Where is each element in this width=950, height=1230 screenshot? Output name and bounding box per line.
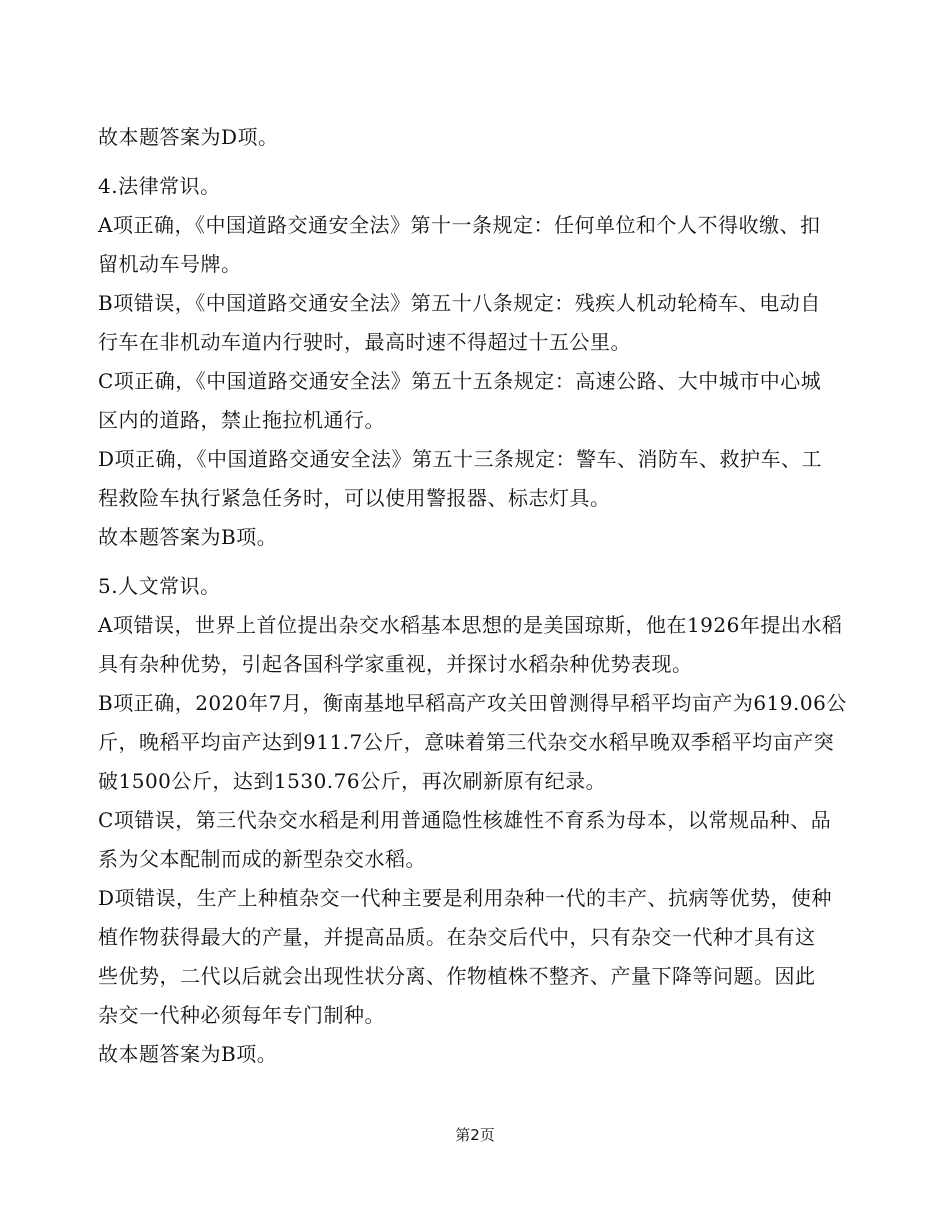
paragraph-line: 些优势，二代以后就会出现性状分离、作物植株不整齐、产量下降等问题。因此: [98, 964, 816, 988]
paragraph-line: 留机动车号牌。: [98, 252, 242, 276]
paragraph-line: D项正确，《中国道路交通安全法》第五十三条规定：警车、消防车、救护车、工: [98, 447, 823, 471]
spacer: [98, 157, 872, 167]
paragraph-line: B项错误，《中国道路交通安全法》第五十八条规定：残疾人机动轮椅车、电动自: [98, 291, 821, 315]
spacer: [98, 557, 872, 567]
paragraph-line: 系为父本配制而成的新型杂交水稻。: [98, 847, 426, 871]
paragraph-line: 植作物获得最大的产量，并提高品质。在杂交后代中，只有杂交一代种才具有这: [98, 925, 816, 949]
paragraph-line: A项错误，世界上首位提出杂交水稻基本思想的是美国琼斯，他在1926年提出水稻: [98, 613, 843, 637]
paragraph-line: 行车在非机动车道内行驶时，最高时速不得超过十五公里。: [98, 330, 631, 354]
paragraph-line: B项正确，2020年7月，衡南基地早稻高产攻关田曾测得早稻平均亩产为619.06公: [98, 691, 847, 715]
paragraph-line: 具有杂种优势，引起各国科学家重视，并探讨水稻杂种优势表现。: [98, 652, 693, 676]
paragraph-line: 杂交一代种必须每年专门制种。: [98, 1003, 385, 1027]
paragraph-line: C项错误，第三代杂交水稻是利用普通隐性核雄性不育系为母本，以常规品种、品: [98, 808, 832, 832]
paragraph-line: C项正确，《中国道路交通安全法》第五十五条规定：高速公路、大中城市中心城: [98, 369, 822, 393]
document-body: [98, 118, 872, 1074]
answer-q5: 故本题答案为B项。: [98, 1042, 278, 1066]
paragraph-line: D项错误，生产上种植杂交一代种主要是利用杂种一代的丰产、抗病等优势，使种: [98, 886, 833, 910]
paragraph-line: 程救险车执行紧急任务时，可以使用警报器、标志灯具。: [98, 486, 611, 510]
paragraph-line: 破1500公斤，达到1530.76公斤，再次刷新原有纪录。: [98, 769, 607, 793]
paragraph-line: 区内的道路，禁止拖拉机通行。: [98, 408, 385, 432]
answer-q4: 故本题答案为B项。: [98, 525, 278, 549]
section-heading-q5: 5.人文常识。: [98, 574, 221, 598]
section-heading-q4: 4.法律常识。: [98, 174, 221, 198]
previous-answer: 故本题答案为D项。: [98, 125, 279, 149]
paragraph-line: 斤，晚稻平均亩产达到911.7公斤，意味着第三代杂交水稻早晚双季稻平均亩产突: [98, 730, 835, 754]
paragraph-line: A项正确，《中国道路交通安全法》第十一条规定：任何单位和个人不得收缴、扣: [98, 213, 821, 237]
page-number: 第2页: [455, 1126, 495, 1144]
